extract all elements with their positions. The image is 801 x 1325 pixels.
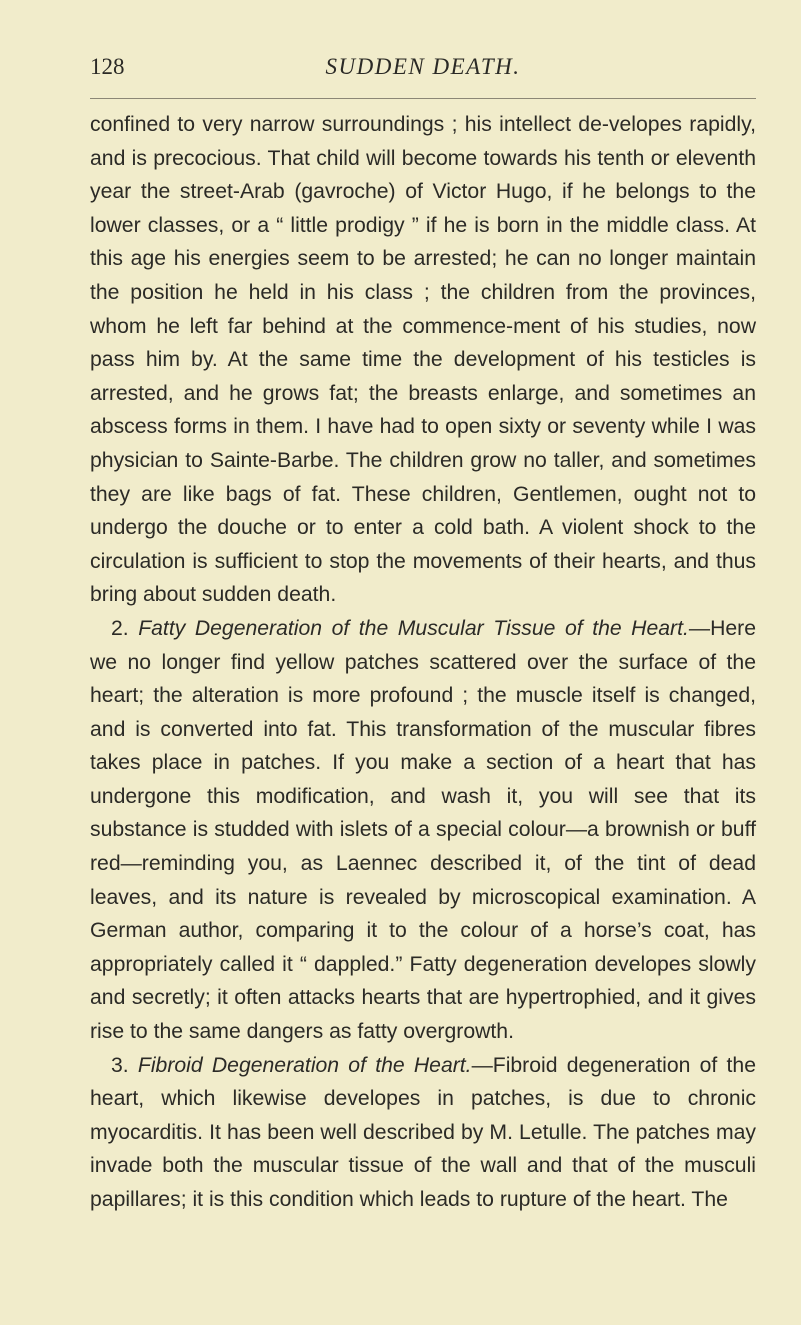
- paragraph-2-text: —Here we no longer find yellow patches scattered over the surface of the heart; the alteration is more profound ; the muscle itself is changed, and is converted into fat. This transformation of the muscular fibres takes place in patches. If you make a section of a heart that has undergone this modification, and wash it, you will see that its substance is studded with islets of a special colour—a brownish or buff red—reminding you, as Laennec described it, of the tint of dead leaves, and its nature is revealed by microscopical examination. A German author, comparing it to the colour of a horse’s coat, has appropriately called it “ dappled.” Fatty degeneration developes slowly and secretly; it often attacks hearts that are hypertrophied, and it gives rise to the same dangers as fatty overgrowth.: [90, 616, 756, 1044]
- paragraph-1: [90, 108, 756, 612]
- paragraph-1-text: confined to very narrow surroundings ; his intellect de-velopes rapidly, and is precocious. That child will become towards his tenth or eleventh year the street-Arab (gavroche) of Victor Hugo, if he belongs to the lower classes, or a “ little prodigy ” if he is born in the middle class. At this age his energies seem to be arrested; he can no longer maintain the position he held in his class ; the children from the provinces, whom he left far behind at the commence-ment of his studies, now pass him by. At the same time the development of his testicles is arrested, and he grows fat; the breasts enlarge, and sometimes an abscess forms in them. I have had to open sixty or seventy while I was physician to Sainte-Barbe. The children grow no taller, and sometimes they are like bags of fat. These children, Gentlemen, ought not to undergo the douche or to enter a cold bath. A violent shock to the circulation is sufficient to stop the movements of their hearts, and thus bring about sudden death.: [90, 113, 756, 607]
- page-header: [90, 54, 756, 88]
- paragraph-2: [90, 612, 756, 1049]
- paragraph-3: [90, 1049, 756, 1217]
- paragraph-2-number: 2.: [111, 616, 129, 640]
- paragraph-3-text: —Fibroid degeneration of the heart, which likewise developes in patches, is due to chronic myocarditis. It has been well described by M. Letulle. The patches may invade both the muscular tissue of the wall and that of the musculi papillares; it is this condition which leads to rupture of the heart. The: [90, 1053, 756, 1211]
- body-text: [90, 108, 756, 1217]
- page-number: 128: [90, 54, 125, 79]
- paragraph-3-number: 3.: [111, 1053, 129, 1077]
- paragraph-2-heading: Fatty Degeneration of the Muscular Tissue of the Heart.: [138, 616, 689, 640]
- header-rule: [90, 98, 756, 99]
- running-title: SUDDEN DEATH.: [325, 54, 521, 79]
- paragraph-3-heading: Fibroid Degeneration of the Heart.: [137, 1053, 472, 1077]
